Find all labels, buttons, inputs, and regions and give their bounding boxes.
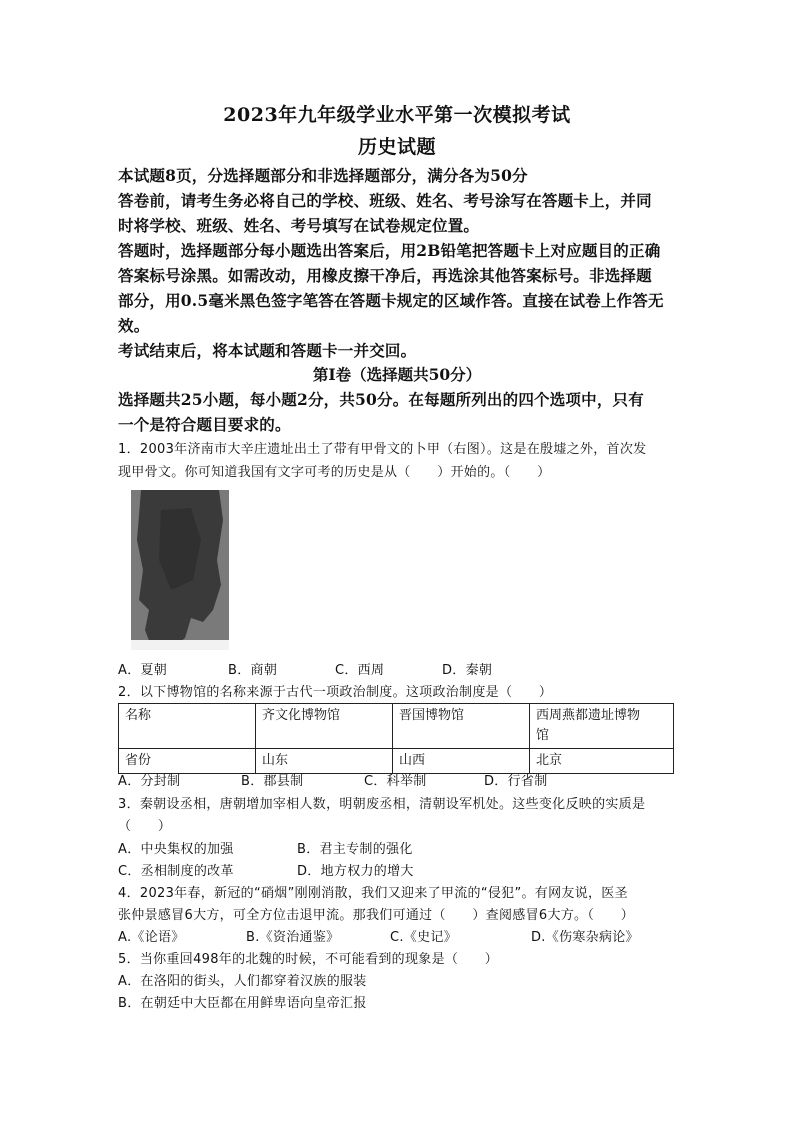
q1-option-d: D．秦朝	[442, 663, 493, 678]
q3-option-a: A．中央集权的加强	[118, 842, 234, 857]
oracle-bone-shell-image	[131, 490, 229, 650]
q1-stem-line: 1．2003年济南市大辛庄遗址出土了带有甲骨文的卜甲（右图）。这是在殷墟之外，首次发	[118, 442, 647, 457]
q4-option-a: A.《论语》	[118, 930, 185, 945]
instruction-line: 部分，用0.5毫米黑色签字笔答在答题卡规定的区域作答。直接在试卷上作答无	[118, 291, 664, 310]
section-heading: 第Ⅰ卷（选择题共50分）	[312, 365, 482, 384]
table-row	[119, 704, 674, 749]
q3-option-c: C．丞相制度的改革	[118, 864, 234, 879]
instruction-line: 考试结束后，将本试题和答题卡一并交回。	[118, 341, 417, 360]
table-cell: 晋国博物馆	[393, 704, 530, 749]
instruction-line: 答案标号涂黑。如需改动，用橡皮擦干净后，再选涂其他答案标号。非选择题	[118, 266, 652, 285]
q2-option-b: B．郡县制	[241, 774, 304, 789]
table-cell: 名称	[119, 704, 256, 749]
instruction-line: 时将学校、班级、姓名、考号填写在试卷规定位置。	[118, 216, 480, 235]
q2-option-a: A．分封制	[118, 774, 181, 789]
table-cell-line: 西周燕都遗址博物	[536, 708, 641, 723]
q1-option-c: C．西周	[335, 663, 385, 678]
q4-option-d: D.《伤寒杂病论》	[531, 930, 639, 945]
table-cell	[530, 704, 674, 749]
section-intro-line: 一个是符合题目要求的。	[118, 415, 291, 434]
oracle-bone-photo	[131, 490, 229, 650]
instruction-line: 答卷前，请考生务必将自己的学校、班级、姓名、考号涂写在答题卡上，并同	[118, 191, 652, 210]
q4-stem-line: 4．2023年春，新冠的“硝烟”刚刚消散，我们又迎来了甲流的“侵犯”。有网友说，医圣	[118, 886, 628, 901]
table-cell: 齐文化博物馆	[256, 704, 393, 749]
table-cell: 山西	[393, 749, 530, 774]
table-cell-line: 馆	[536, 728, 550, 743]
q5-stem-line: 5．当你重回498年的北魏的时候，不可能看到的现象是（ ）	[118, 952, 499, 967]
q3-stem-line: （ ）	[118, 819, 172, 834]
table-cell: 省份	[119, 749, 256, 774]
table-cell: 北京	[530, 749, 674, 774]
instruction-line: 效。	[118, 316, 150, 335]
q4-option-c: C.《史记》	[390, 930, 458, 945]
table-cell: 山东	[256, 749, 393, 774]
q2-stem-line: 2．以下博物馆的名称来源于古代一项政治制度。这项政治制度是（ ）	[118, 685, 553, 700]
q1-option-b: B．商朝	[228, 663, 278, 678]
q2-option-c: C．科举制	[364, 774, 427, 789]
museum-table	[118, 703, 674, 774]
q2-option-d: D．行省制	[484, 774, 548, 789]
instruction-line: 答题时，选择题部分每小题选出答案后，用2B铅笔把答题卡上对应题目的正确	[118, 241, 661, 260]
q3-option-d: D．地方权力的增大	[297, 864, 414, 879]
q1-stem-line: 现甲骨文。你可知道我国有文字可考的历史是从（ ）开始的。（ ）	[118, 465, 551, 480]
q1-option-a: A．夏朝	[118, 663, 168, 678]
q5-option-a: A．在洛阳的街头，人们都穿着汉族的服装	[118, 974, 367, 989]
section-intro-line: 选择题共25小题，每小题2分，共50分。在每题所列出的四个选项中，只有	[118, 390, 644, 409]
q4-stem-line: 张仲景感冒6大方，可全方位击退甲流。那我们可通过（ ）查阅感冒6大方。（ ）	[118, 908, 635, 923]
exam-subtitle: 历史试题	[357, 136, 436, 158]
q4-option-b: B.《资治通鉴》	[246, 930, 340, 945]
q3-option-b: B．君主专制的强化	[297, 842, 413, 857]
instruction-line: 本试题8页，分选择题部分和非选择题部分，满分各为50分	[118, 166, 528, 185]
q5-option-b: B．在朝廷中大臣都在用鲜卑语向皇帝汇报	[118, 996, 367, 1011]
q3-stem-line: 3．秦朝设丞相，唐朝增加宰相人数，明朝废丞相，清朝设军机处。这些变化反映的实质是	[118, 797, 646, 812]
exam-title: 2023年九年级学业水平第一次模拟考试	[223, 104, 571, 126]
